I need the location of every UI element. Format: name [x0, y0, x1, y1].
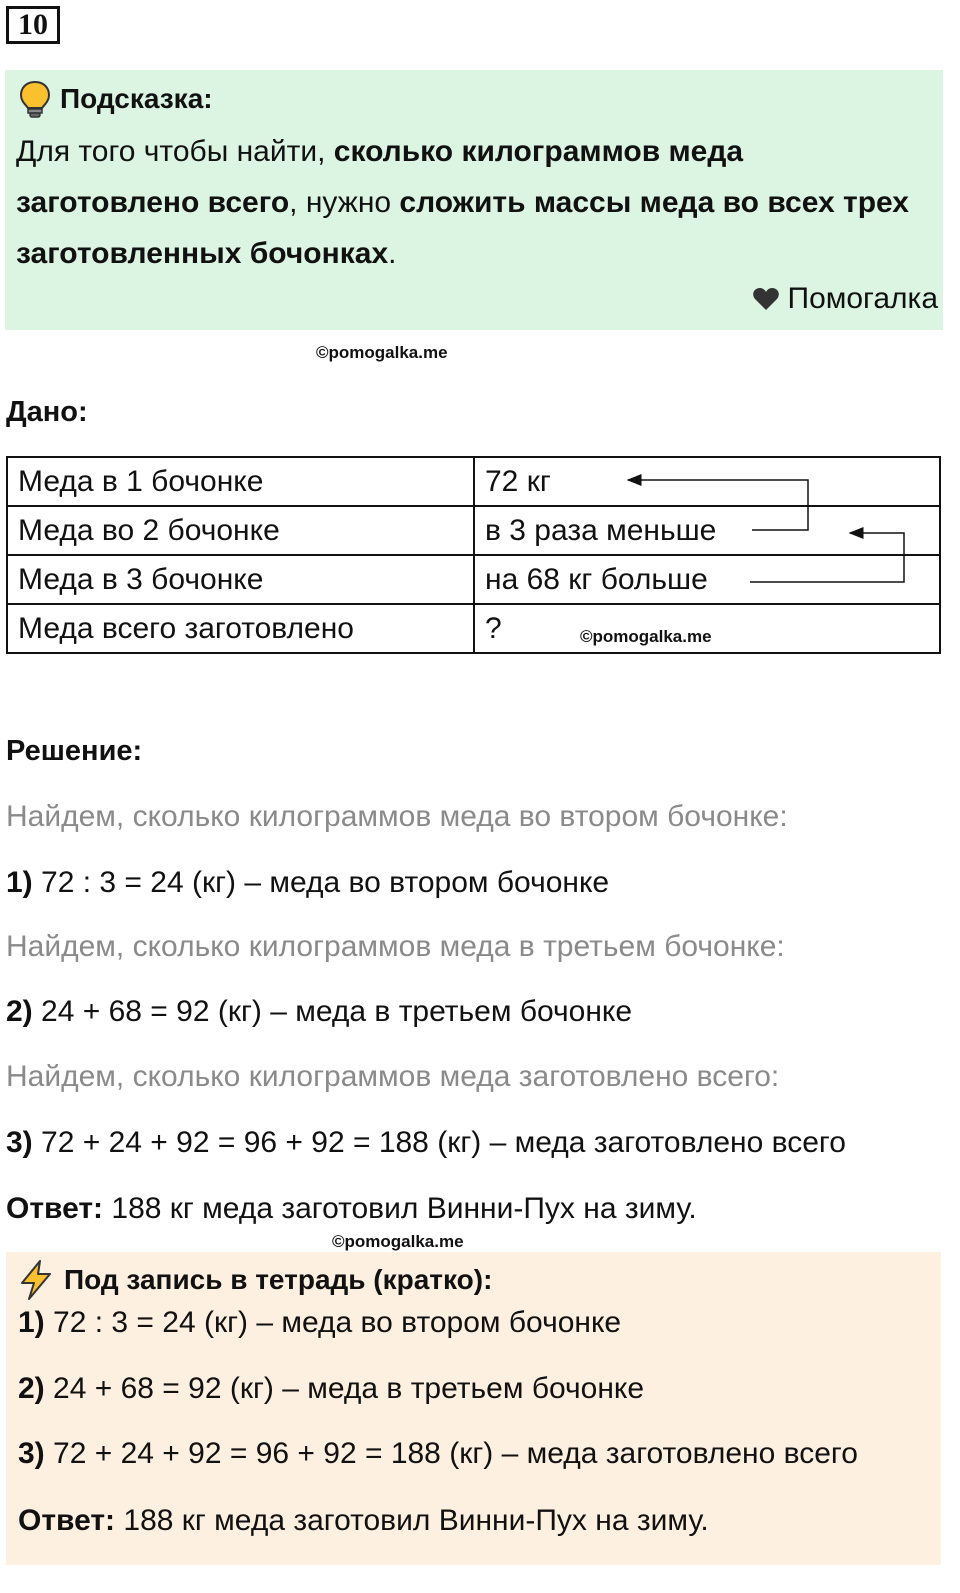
lightning-icon	[18, 1260, 54, 1300]
arrow-row2-to-row1	[628, 480, 808, 530]
step-text: 24 + 68 = 92 (кг) – меда в третьем бочонке	[32, 995, 633, 1028]
step-1	[6, 866, 609, 900]
notebook-step-3	[18, 1437, 858, 1471]
step-num: 3)	[18, 1437, 45, 1470]
hint-text-part: Для того чтобы найти,	[16, 135, 334, 168]
answer-label: Ответ:	[6, 1192, 104, 1225]
watermark: ©pomogalka.me	[332, 1232, 464, 1251]
step-2	[6, 995, 632, 1029]
hint-text-bold: сложить массы меда во всех трех заготовленных бочонках	[16, 186, 909, 270]
given-heading: Дано:	[6, 396, 88, 428]
hint-title-text: Подсказка:	[60, 83, 213, 114]
hint-text-part: .	[388, 237, 397, 270]
step-num: 1)	[18, 1306, 45, 1339]
hint-text-part: , нужно	[289, 186, 400, 219]
step-num: 1)	[6, 866, 33, 899]
task-number: 10	[6, 6, 60, 44]
given-label: Меда во 2 бочонке	[7, 506, 474, 555]
step-text: 72 : 3 = 24 (кг) – меда во втором бочонке	[32, 866, 610, 899]
brand-name: Помогалка	[787, 282, 938, 315]
notebook-step-2	[18, 1372, 644, 1406]
answer-line	[6, 1192, 697, 1226]
hint-text-bold: сколько килограммов меда заготовлено всего	[16, 135, 744, 219]
answer-text: 188 кг меда заготовил Винни-Пух на зиму.	[115, 1504, 709, 1537]
given-value: в 3 раза меньше	[474, 506, 940, 555]
given-label: Меда в 3 бочонке	[7, 555, 474, 604]
step-3	[6, 1126, 846, 1160]
notebook-title	[18, 1260, 492, 1300]
notebook-step-1	[18, 1306, 621, 1340]
explanation-2: Найдем, сколько килограммов меда в третьем бочонке:	[6, 930, 785, 963]
relation-arrows	[0, 0, 960, 700]
explanation-3: Найдем, сколько килограммов меда заготовлено всего:	[6, 1060, 780, 1093]
step-num: 2)	[18, 1372, 45, 1405]
answer-text: 188 кг меда заготовил Винни-Пух на зиму.	[103, 1192, 697, 1225]
given-label: Меда в 1 бочонке	[7, 457, 474, 506]
step-num: 2)	[6, 995, 33, 1028]
explanation-1: Найдем, сколько килограммов меда во втором бочонке:	[6, 800, 788, 833]
step-text: 72 + 24 + 92 = 96 + 92 = 188 (кг) – меда заготовлено всего	[32, 1126, 846, 1159]
notebook-answer	[18, 1504, 709, 1538]
notebook-title-text: Под запись в тетрадь (кратко):	[64, 1264, 493, 1295]
watermark: ©pomogalka.me	[316, 343, 448, 362]
given-value: на 68 кг больше	[474, 555, 940, 604]
step-num: 3)	[6, 1126, 33, 1159]
given-value: ?	[474, 604, 940, 653]
given-value: 72 кг	[474, 457, 940, 506]
given-label: Меда всего заготовлено	[7, 604, 474, 653]
watermark: ©pomogalka.me	[580, 627, 712, 646]
step-text: 72 + 24 + 92 = 96 + 92 = 188 (кг) – меда заготовлено всего	[44, 1437, 858, 1470]
step-text: 24 + 68 = 92 (кг) – меда в третьем бочонке	[44, 1372, 645, 1405]
answer-label: Ответ:	[18, 1504, 116, 1537]
solution-heading: Решение:	[6, 735, 143, 767]
arrow-row3-to-row2	[750, 533, 904, 582]
step-text: 72 : 3 = 24 (кг) – меда во втором бочонке	[44, 1306, 622, 1339]
